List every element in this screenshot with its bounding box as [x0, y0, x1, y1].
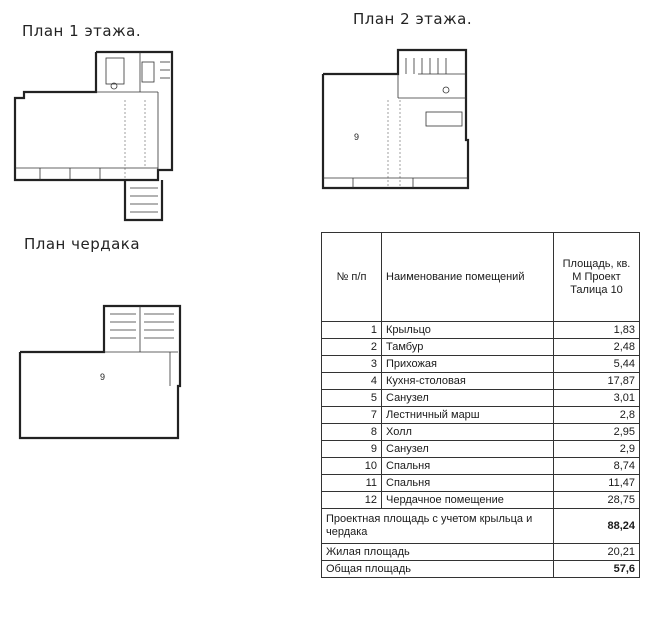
table-row	[322, 356, 640, 373]
floor1-plan-drawing	[10, 40, 190, 225]
room-area: 28,75	[554, 492, 640, 509]
project-area-value: 88,24	[554, 509, 640, 544]
room-number: 1	[322, 322, 382, 339]
table-row	[322, 458, 640, 475]
room-area: 2,9	[554, 441, 640, 458]
room-name: Прихожая	[382, 356, 554, 373]
room-number: 3	[322, 356, 382, 373]
room-area: 2,95	[554, 424, 640, 441]
header-room-name: Наименование помещений	[382, 233, 554, 322]
room-number: 5	[322, 390, 382, 407]
room-number: 8	[322, 424, 382, 441]
room-area: 2,48	[554, 339, 640, 356]
table-row	[322, 475, 640, 492]
floor2-plan-title: План 2 этажа.	[353, 10, 473, 28]
room-name: Санузел	[382, 441, 554, 458]
table-row	[322, 339, 640, 356]
room-number: 9	[322, 441, 382, 458]
attic-plan-title: План чердака	[24, 235, 141, 253]
project-area-label: Проектная площадь с учетом крыльца и чердака	[322, 509, 554, 544]
attic-plan-drawing	[10, 298, 188, 443]
room-name: Лестничный марш	[382, 407, 554, 424]
room-name: Спальня	[382, 475, 554, 492]
room-name: Кухня-столовая	[382, 373, 554, 390]
attic-room-number: 9	[100, 372, 106, 382]
floor1-plan-title: План 1 этажа.	[22, 22, 142, 40]
room-name: Спальня	[382, 458, 554, 475]
room-number: 10	[322, 458, 382, 475]
project-area-row	[322, 509, 640, 544]
room-area: 2,8	[554, 407, 640, 424]
total-area-value: 57,6	[554, 561, 640, 578]
table-row	[322, 407, 640, 424]
room-number: 11	[322, 475, 382, 492]
room-area: 1,83	[554, 322, 640, 339]
table-row	[322, 424, 640, 441]
living-area-label: Жилая площадь	[322, 544, 554, 561]
room-name: Санузел	[382, 390, 554, 407]
table-row	[322, 373, 640, 390]
floor2-room-number: 9	[354, 132, 360, 142]
table-row	[322, 322, 640, 339]
total-area-label: Общая площадь	[322, 561, 554, 578]
room-area-table	[321, 232, 640, 578]
table-header-row	[322, 233, 640, 322]
room-number: 12	[322, 492, 382, 509]
room-area: 17,87	[554, 373, 640, 390]
room-area: 11,47	[554, 475, 640, 492]
room-name: Тамбур	[382, 339, 554, 356]
table-row	[322, 441, 640, 458]
room-area: 3,01	[554, 390, 640, 407]
living-area-value: 20,21	[554, 544, 640, 561]
room-name: Чердачное помещение	[382, 492, 554, 509]
floor2-plan-drawing	[318, 40, 478, 190]
total-area-row	[322, 561, 640, 578]
room-name: Холл	[382, 424, 554, 441]
room-number: 7	[322, 407, 382, 424]
header-area: Площадь, кв. М Проект Талица 10	[554, 233, 640, 322]
room-area: 8,74	[554, 458, 640, 475]
table-row	[322, 492, 640, 509]
room-name: Крыльцо	[382, 322, 554, 339]
living-area-row	[322, 544, 640, 561]
header-number: № п/п	[322, 233, 382, 322]
table-row	[322, 390, 640, 407]
room-area: 5,44	[554, 356, 640, 373]
room-number: 2	[322, 339, 382, 356]
room-number: 4	[322, 373, 382, 390]
